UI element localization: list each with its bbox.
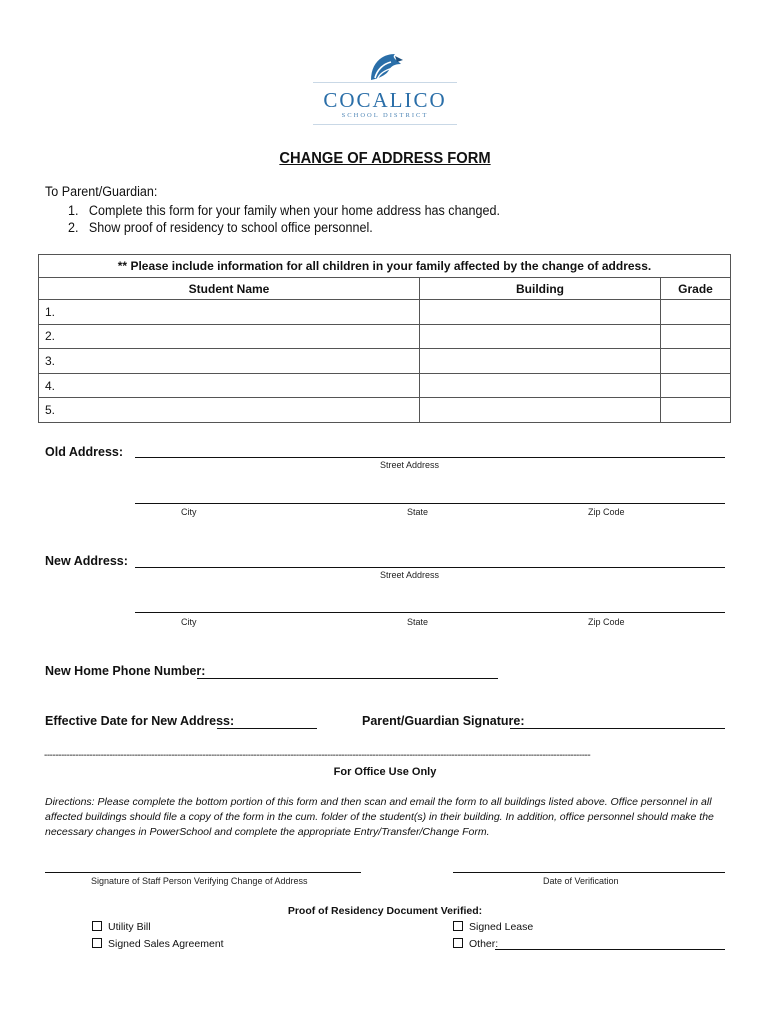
district-logo	[305, 48, 465, 130]
effective-date-field[interactable]	[217, 728, 317, 729]
student-name-cell[interactable]: 4.	[39, 373, 420, 398]
phone-label: New Home Phone Number:	[45, 664, 206, 678]
building-cell[interactable]	[420, 324, 661, 349]
new-state-caption: State	[407, 617, 429, 627]
students-table	[38, 254, 731, 423]
grade-cell[interactable]	[661, 300, 731, 325]
utility-bill-option[interactable]	[92, 921, 151, 933]
header-building: Building	[420, 278, 661, 300]
grade-cell[interactable]	[661, 373, 731, 398]
sales-agreement-option[interactable]	[92, 938, 224, 950]
old-street-field[interactable]	[135, 457, 725, 458]
new-street-field[interactable]	[135, 567, 725, 568]
student-name-cell[interactable]: 1.	[39, 300, 420, 325]
checkbox-icon[interactable]	[92, 938, 102, 948]
grade-cell[interactable]	[661, 349, 731, 374]
table-notice: ** Please include information for all children in your family affected by the change of address.	[39, 255, 731, 278]
proof-heading: Proof of Residency Document Verified:	[287, 905, 483, 917]
new-address-label: New Address:	[45, 554, 128, 568]
building-cell[interactable]	[420, 398, 661, 423]
table-row	[39, 349, 731, 374]
utility-bill-label: Utility Bill	[108, 921, 151, 933]
intro-step-1: 1. Complete this form for your family when your home address has changed.	[68, 203, 500, 218]
header-grade: Grade	[661, 278, 731, 300]
student-name-cell[interactable]: 3.	[39, 349, 420, 374]
old-zip-caption: Zip Code	[588, 507, 625, 517]
logo-name: COCALICO	[323, 88, 447, 112]
table-row	[39, 398, 731, 423]
student-name-cell[interactable]: 2.	[39, 324, 420, 349]
checkbox-icon[interactable]	[453, 921, 463, 931]
verification-date-field[interactable]	[453, 872, 725, 873]
signed-lease-label: Signed Lease	[469, 921, 534, 933]
phone-field[interactable]	[197, 678, 498, 679]
old-city-state-zip-field[interactable]	[135, 503, 725, 504]
new-street-caption: Street Address	[380, 570, 440, 580]
building-cell[interactable]	[420, 300, 661, 325]
building-cell[interactable]	[420, 373, 661, 398]
office-directions: Directions: Please complete the bottom portion of this form and then scan and email the form to all buildings listed above. Office personnel in all affected buildings should file a copy of the form in the cum. folder of the student(s) in their building. In addition, office personnel should make the necessary changes in PowerSchool and complete the appropriate Entry/Transfer/Change Form.	[45, 796, 714, 838]
staff-signature-caption: Signature of Staff Person Verifying Change of Address	[91, 876, 308, 886]
student-name-cell[interactable]: 5.	[39, 398, 420, 423]
sales-agreement-label: Signed Sales Agreement	[108, 938, 224, 950]
other-option[interactable]	[453, 938, 498, 950]
checkbox-icon[interactable]	[92, 921, 102, 931]
old-street-caption: Street Address	[380, 460, 440, 470]
grade-cell[interactable]	[661, 324, 731, 349]
intro-step-2: 2. Show proof of residency to school office personnel.	[68, 220, 373, 235]
eagle-head-icon	[365, 50, 405, 84]
table-row	[39, 373, 731, 398]
table-row	[39, 300, 731, 325]
new-city-caption: City	[181, 617, 197, 627]
verification-date-caption: Date of Verification	[543, 876, 619, 886]
checkbox-icon[interactable]	[453, 938, 463, 948]
old-address-label: Old Address:	[45, 445, 124, 459]
intro-greeting: To Parent/Guardian:	[45, 184, 158, 199]
table-row	[39, 324, 731, 349]
effective-date-label: Effective Date for New Address:	[45, 714, 235, 728]
old-city-caption: City	[181, 507, 197, 517]
staff-signature-field[interactable]	[45, 872, 361, 873]
parent-signature-field[interactable]	[510, 728, 725, 729]
office-heading: For Office Use Only	[333, 766, 437, 778]
grade-cell[interactable]	[661, 398, 731, 423]
logo-subtitle: SCHOOL DISTRICT	[341, 112, 429, 119]
new-city-state-zip-field[interactable]	[135, 612, 725, 613]
new-zip-caption: Zip Code	[588, 617, 625, 627]
other-document-field[interactable]	[495, 949, 725, 950]
form-title: CHANGE OF ADDRESS FORM	[279, 150, 491, 167]
other-label: Other:	[469, 938, 499, 950]
signature-label: Parent/Guardian Signature:	[362, 714, 525, 728]
signed-lease-option[interactable]	[453, 921, 533, 933]
office-separator: -------------------------------------------------------------------------------------------------------------------------------------------------------------------------------------------------	[44, 750, 591, 761]
old-state-caption: State	[407, 507, 429, 517]
header-student-name: Student Name	[39, 278, 420, 300]
building-cell[interactable]	[420, 349, 661, 374]
